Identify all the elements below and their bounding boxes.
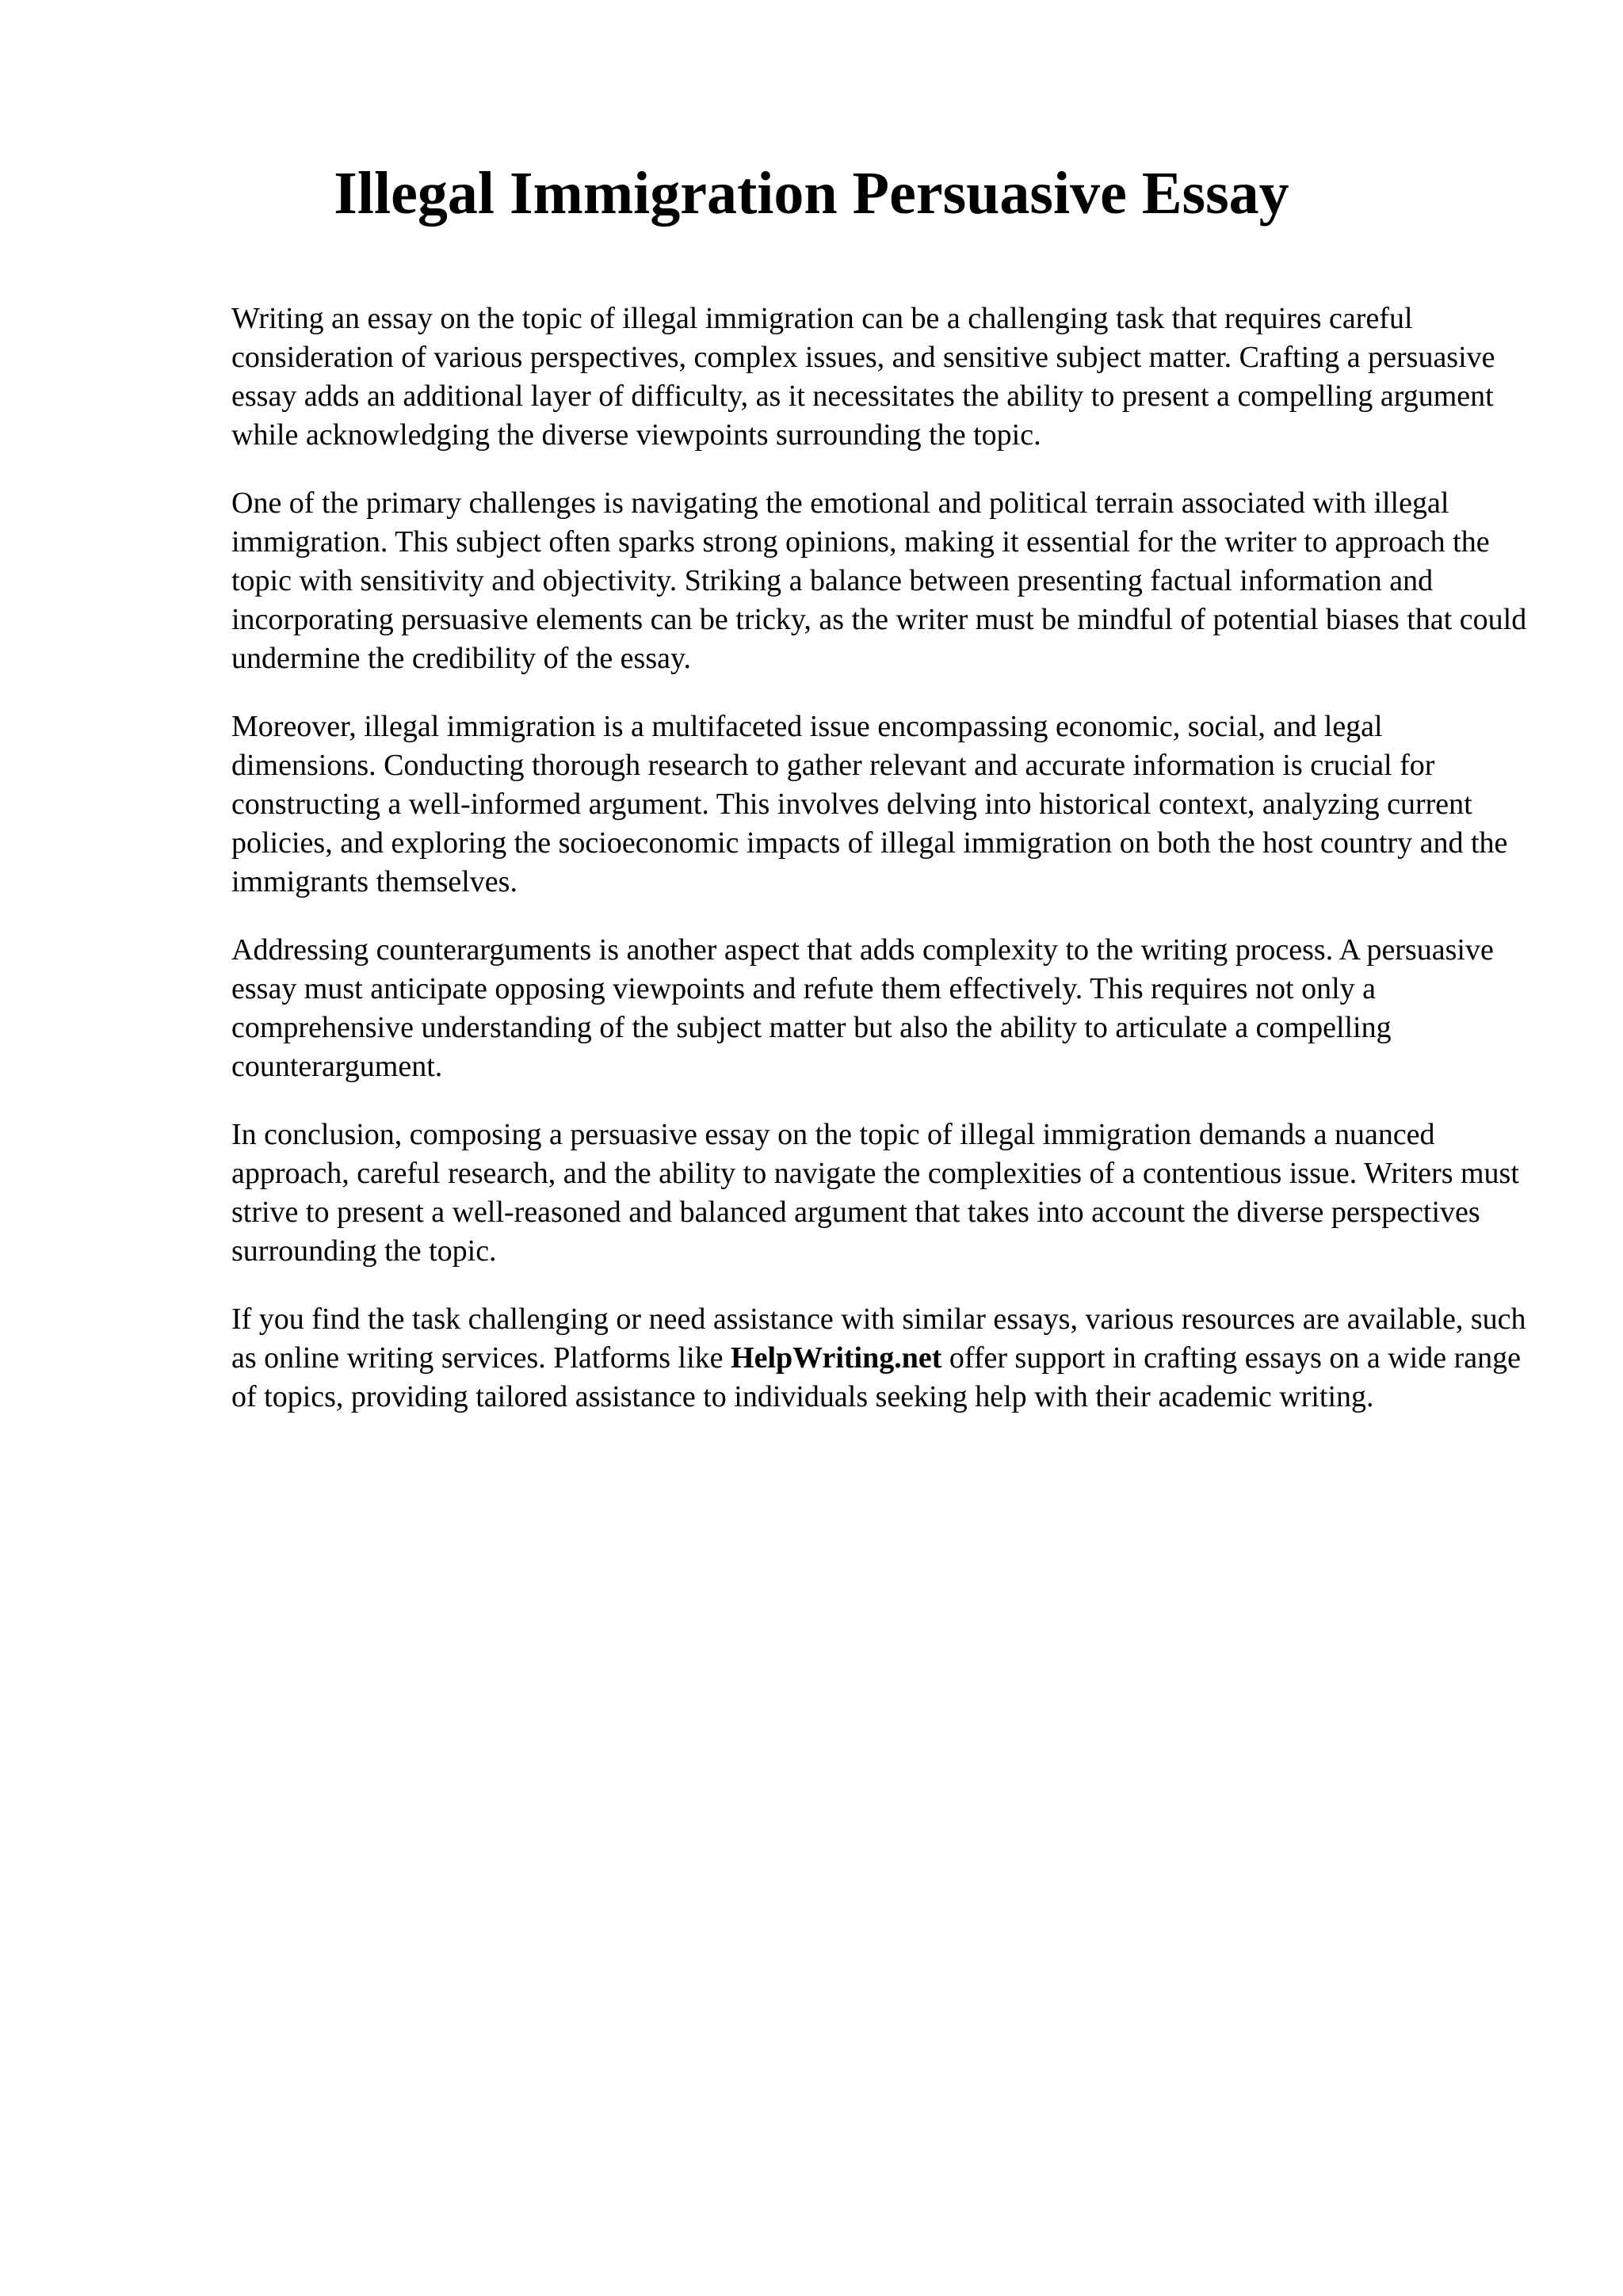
paragraph-counterarguments: Addressing counterarguments is another aspect that adds complexity to the writing process. A persuasive essay must anticipate opposing viewpoints and refute them effectively. This requires not only a comprehensive understanding of the subject matter but also the ability to articulate a compelling counterargument.: [231, 933, 1494, 1083]
paragraph-research: Moreover, illegal immigration is a multifaceted issue encompassing economic, social, and legal dimensions. Conducting thorough research to gather relevant and accurate information is crucial for constructing a well-informed argument. This involves delving into historical context, analyzing current policies, and exploring the socioeconomic impacts of illegal immigration on both the host country and the immigrants themselves.: [231, 710, 1508, 898]
closing-text-before: If you find the task challenging or need assistance with similar essays, various resources are available, such as online writing services. Platforms like: [231, 1302, 1526, 1375]
paragraph-conclusion: In conclusion, composing a persuasive essay on the topic of illegal immigration demands a nuanced approach, careful research, and the ability to navigate the complexities of a contentious issue. Writers must strive to present a well-reasoned and balanced argument that takes into account the diverse perspectives surrounding the topic.: [231, 1118, 1519, 1268]
brand-name: HelpWriting.net: [731, 1341, 942, 1375]
paragraph-intro: Writing an essay on the topic of illegal immigration can be a challenging task that requires careful consideration of various perspectives, complex issues, and sensitive subject matter. Crafting a persuasive essay adds an additional layer of difficulty, as it necessitates the ability to present a compelling argument while acknowledging the diverse viewpoints surrounding the topic.: [231, 302, 1495, 452]
paragraph-closing: [231, 1300, 1531, 1417]
essay-body: [231, 299, 1531, 1446]
page-title: Illegal Immigration Persuasive Essay: [334, 160, 1289, 227]
paragraph-challenges: One of the primary challenges is navigating the emotional and political terrain associated with illegal immigration. This subject often sparks strong opinions, making it essential for the writer to approach the topic with sensitivity and objectivity. Striking a balance between presenting factual information and incorporating persuasive elements can be tricky, as the writer must be mindful of potential biases that could undermine the credibility of the essay.: [231, 486, 1527, 675]
closing-text-after: offer support in crafting essays on a wide range of topics, providing tailored assistance to individuals seeking help with their academic writing.: [231, 1341, 1521, 1413]
